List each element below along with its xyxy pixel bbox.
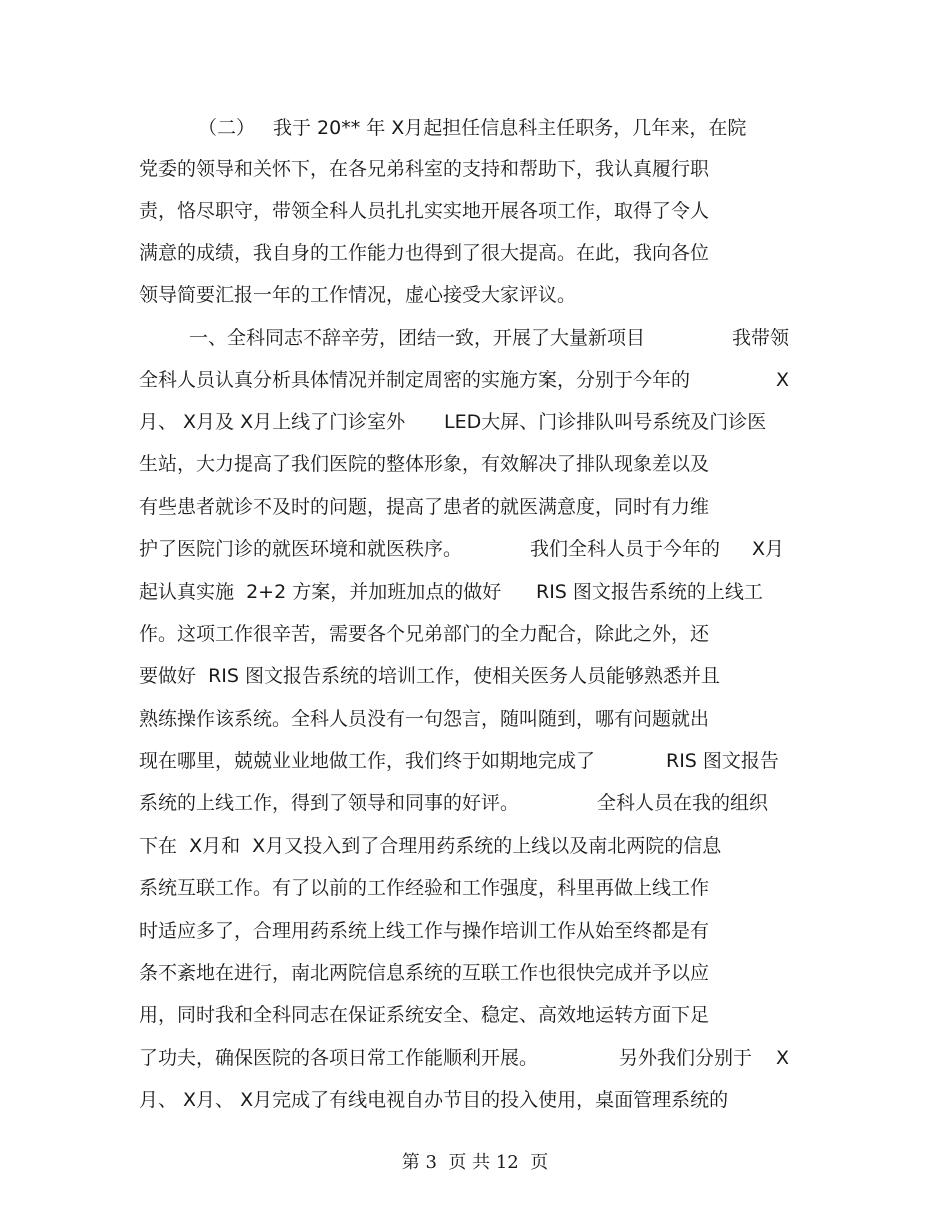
text-segment: 一、全科同志不辞辛劳，团结一致，开展了大量新项目	[189, 327, 646, 349]
text-segment: 熟练操作该系统。全科人员没有一句怨言，随叫随到，哪有问题就出	[139, 708, 710, 730]
text-segment: 系统互联工作。有了以前的工作经验和工作强度，科里再做上线工作	[139, 877, 710, 899]
text-segment: 护了医院门诊的就医环境和就医秩序。	[139, 538, 463, 560]
text-line	[0, 702, 950, 736]
text-line	[0, 405, 950, 439]
text-segment: 起认真实施 2+2 方案，并加班加点的做好	[139, 581, 502, 603]
text-segment: 作。这项工作很辛苦，需要各个兄弟部门的全力配合，除此之外，还	[139, 623, 710, 645]
text-segment: 我们全科人员于今年的	[530, 538, 721, 560]
text-segment: 另外我们分别于	[619, 1047, 753, 1069]
text-segment: 我带领	[732, 327, 790, 349]
text-segment: RIS 图文报告系统的上线工	[536, 581, 763, 603]
text-line	[0, 278, 950, 312]
text-segment: X	[776, 1047, 790, 1069]
text-segment: 有些患者就诊不及时的问题，提高了患者的就医满意度，同时有力维	[139, 496, 710, 518]
text-line	[0, 956, 950, 990]
text-segment: 系统的上线工作，得到了领导和同事的好评。	[139, 792, 520, 814]
text-segment: X月	[752, 538, 785, 560]
text-line	[0, 1041, 950, 1075]
text-line	[0, 111, 950, 145]
page-footer: 第 3 页 共 12 页	[401, 1152, 549, 1173]
text-line	[0, 532, 950, 566]
text-segment: 条不紊地在进行，南北两院信息系统的互联工作也很快完成并予以应	[139, 962, 710, 984]
text-segment: 满意的成绩，我自身的工作能力也得到了很大提高。在此，我向各位	[139, 242, 710, 264]
text-line	[0, 786, 950, 820]
text-segment: 了功夫，确保医院的各项日常工作能顺利开展。	[139, 1047, 539, 1069]
text-line	[0, 871, 950, 905]
text-segment: （二）	[198, 117, 256, 139]
text-line	[0, 152, 950, 186]
text-segment: 要做好 RIS 图文报告系统的培训工作，使相关医务人员能够熟悉并且	[139, 665, 720, 687]
text-segment: RIS 图文报告	[666, 750, 779, 772]
text-segment: 我于 20** 年 X月起担任信息科主任职务，几年来，在院	[273, 117, 747, 139]
text-line	[0, 659, 950, 693]
text-segment: 党委的领导和关怀下，在各兄弟科室的支持和帮助下，我认真履行职	[139, 158, 710, 180]
text-line	[0, 194, 950, 228]
text-line	[0, 447, 950, 481]
text-line	[0, 490, 950, 524]
text-segment: X	[776, 369, 790, 391]
text-segment: 全科人员认真分析具体情况并制定周密的实施方案，分别于今年的	[139, 369, 691, 391]
text-line	[0, 998, 950, 1032]
text-segment: 用，同时我和全科同志在保证系统安全、稳定、高效地运转方面下足	[139, 1004, 710, 1026]
text-segment: 现在哪里，兢兢业业地做工作，我们终于如期地完成了	[139, 750, 596, 772]
text-line	[0, 1083, 950, 1117]
text-line	[0, 236, 950, 270]
text-segment: 责，恪尽职守，带领全科人员扎扎实实地开展各项工作，取得了令人	[139, 200, 710, 222]
text-segment: 领导简要汇报一年的工作情况，虚心接受大家评议。	[139, 284, 577, 306]
text-line	[0, 744, 950, 778]
text-line	[0, 829, 950, 863]
text-line	[0, 914, 950, 948]
text-line	[0, 363, 950, 397]
text-segment: 生站，大力提高了我们医院的整体形象，有效解决了排队现象差以及	[139, 453, 710, 475]
text-segment: 月、 X月及 X月上线了门诊室外	[139, 411, 406, 433]
text-line	[0, 575, 950, 609]
text-segment: 月、 X月、 X月完成了有线电视自办节目的投入使用，桌面管理系统的	[139, 1089, 729, 1111]
text-segment: 下在 X月和 X月又投入到了合理用药系统的上线以及南北两院的信息	[139, 835, 722, 857]
text-segment: 全科人员在我的组织	[597, 792, 769, 814]
text-segment: LED大屏、门诊排队叫号系统及门诊医	[444, 411, 767, 433]
text-segment: 时适应多了，合理用药系统上线工作与操作培训工作从始至终都是有	[139, 920, 710, 942]
text-line	[0, 321, 950, 355]
text-line	[0, 617, 950, 651]
